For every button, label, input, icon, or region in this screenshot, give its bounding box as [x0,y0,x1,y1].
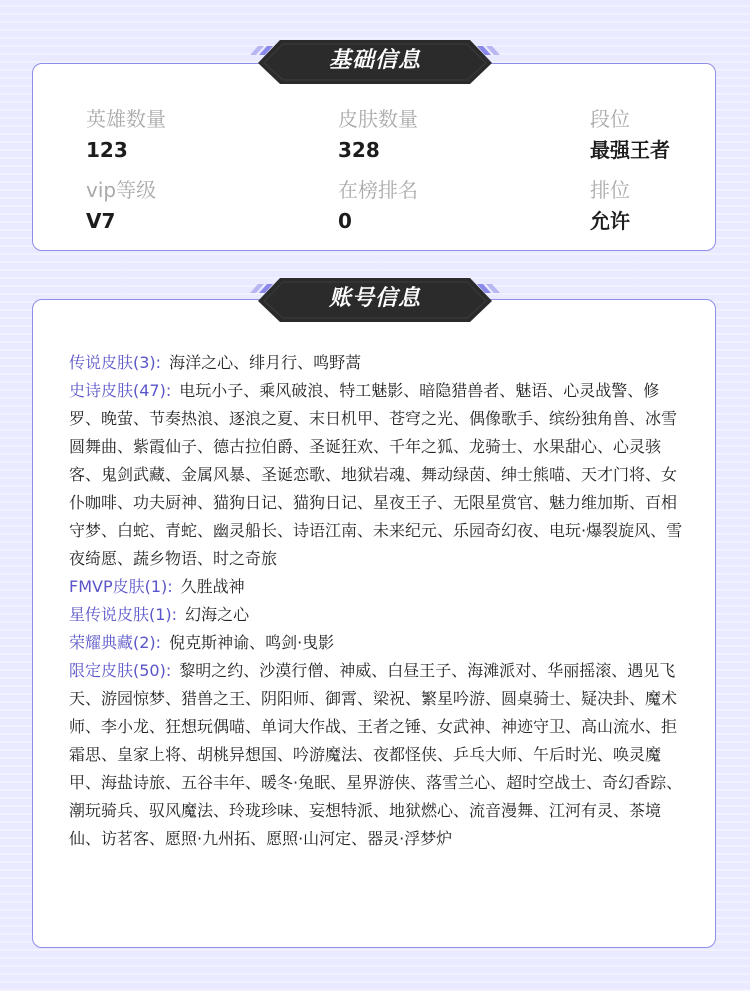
stat-skin-count [338,106,418,163]
skin-category-label: FMVP皮肤(1): [69,577,173,596]
section-header-basic [248,38,502,86]
skin-row-epic [69,377,684,573]
stat-leaderboard-rank [338,177,418,234]
section-title: 基础信息 [328,48,421,73]
stat-label: 皮肤数量 [338,107,418,131]
stat-value: 123 [86,138,128,162]
stat-label: 在榜排名 [338,178,418,202]
stat-hero-count [86,106,166,163]
skin-row-fmvp [69,573,684,601]
skin-row-glory-collection [69,629,684,657]
skin-names: 黎明之约、沙漠行僧、神威、白昼王子、海滩派对、华丽摇滚、遇见飞天、游园惊梦、猎兽之王、阴阳师、御霄、梁祝、繁星吟游、圆桌骑士、疑决卦、魔术师、李小龙、狂想玩偶喵、单词大作战、王者之锤、女武神、神迹守卫、高山流水、拒霜思、皇家上将、胡桃异想国、吟游魔法、夜都怪侠、乒乓大师、午后时光、唤灵魔甲、海盐诗旅、五谷丰年、暖冬·兔眠、星界游侠、落雪兰心、超时空战士、奇幻香踪、潮玩骑兵、驭风魔法、玲珑珍味、妄想特派、地狱燃心、流音漫舞、江河有灵、茶境仙、访茗客、愿照·九州拓、愿照·山河定、器灵·浮梦炉 [69,661,683,848]
stat-label: 段位 [590,107,630,131]
skin-list [69,349,684,853]
skin-category-label: 史诗皮肤(47): [69,381,172,400]
skin-row-legendary [69,349,684,377]
skin-names: 久胜战神 [180,577,245,596]
stat-label: 排位 [590,178,630,202]
skin-category-label: 荣耀典藏(2): [69,633,162,652]
skin-names: 倪克斯神谕、鸣剑·曳影 [169,633,335,652]
stat-value: 允许 [590,209,630,233]
skin-category-label: 星传说皮肤(1): [69,605,178,624]
stat-value: 328 [338,138,380,162]
stat-value: V7 [86,209,116,233]
stat-label: vip等级 [86,178,157,202]
skin-category-label: 传说皮肤(3): [69,353,162,372]
account-info-card [32,299,716,948]
skin-row-limited [69,657,684,853]
section-title: 账号信息 [328,286,421,311]
stat-rank-tier [590,106,670,163]
skin-category-label: 限定皮肤(50): [69,661,172,680]
skin-names: 幻海之心 [185,605,250,624]
section-header-account [248,276,502,324]
stat-label: 英雄数量 [86,107,166,131]
skin-names: 海洋之心、绯月行、鸣野蒿 [169,353,362,372]
stat-ranked-status [590,177,630,234]
skin-row-star-legend [69,601,684,629]
skin-names: 电玩小子、乘风破浪、特工魅影、暗隐猎兽者、魅语、心灵战警、修罗、晚萤、节奏热浪、逐浪之夏、末日机甲、苍穹之光、偶像歌手、缤纷独角兽、冰雪圆舞曲、紫霞仙子、德古拉伯爵、圣诞狂欢、千年之狐、龙骑士、水果甜心、心灵骇客、鬼剑武藏、金属风暴、圣诞恋歌、地狱岩魂、舞动绿茵、绅士熊喵、天才门将、女仆咖啡、功夫厨神、猫狗日记、猫狗日记、星夜王子、无限星赏官、魅力维加斯、百相守梦、白蛇、青蛇、幽灵船长、诗语江南、未来纪元、乐园奇幻夜、电玩·爆裂旋风、雪夜绮愿、蔬乡物语、时之奇旅 [69,381,683,568]
stat-value: 最强王者 [590,138,670,162]
basic-info-card [32,63,716,251]
stat-value: 0 [338,209,352,233]
stat-vip-level [86,177,156,234]
